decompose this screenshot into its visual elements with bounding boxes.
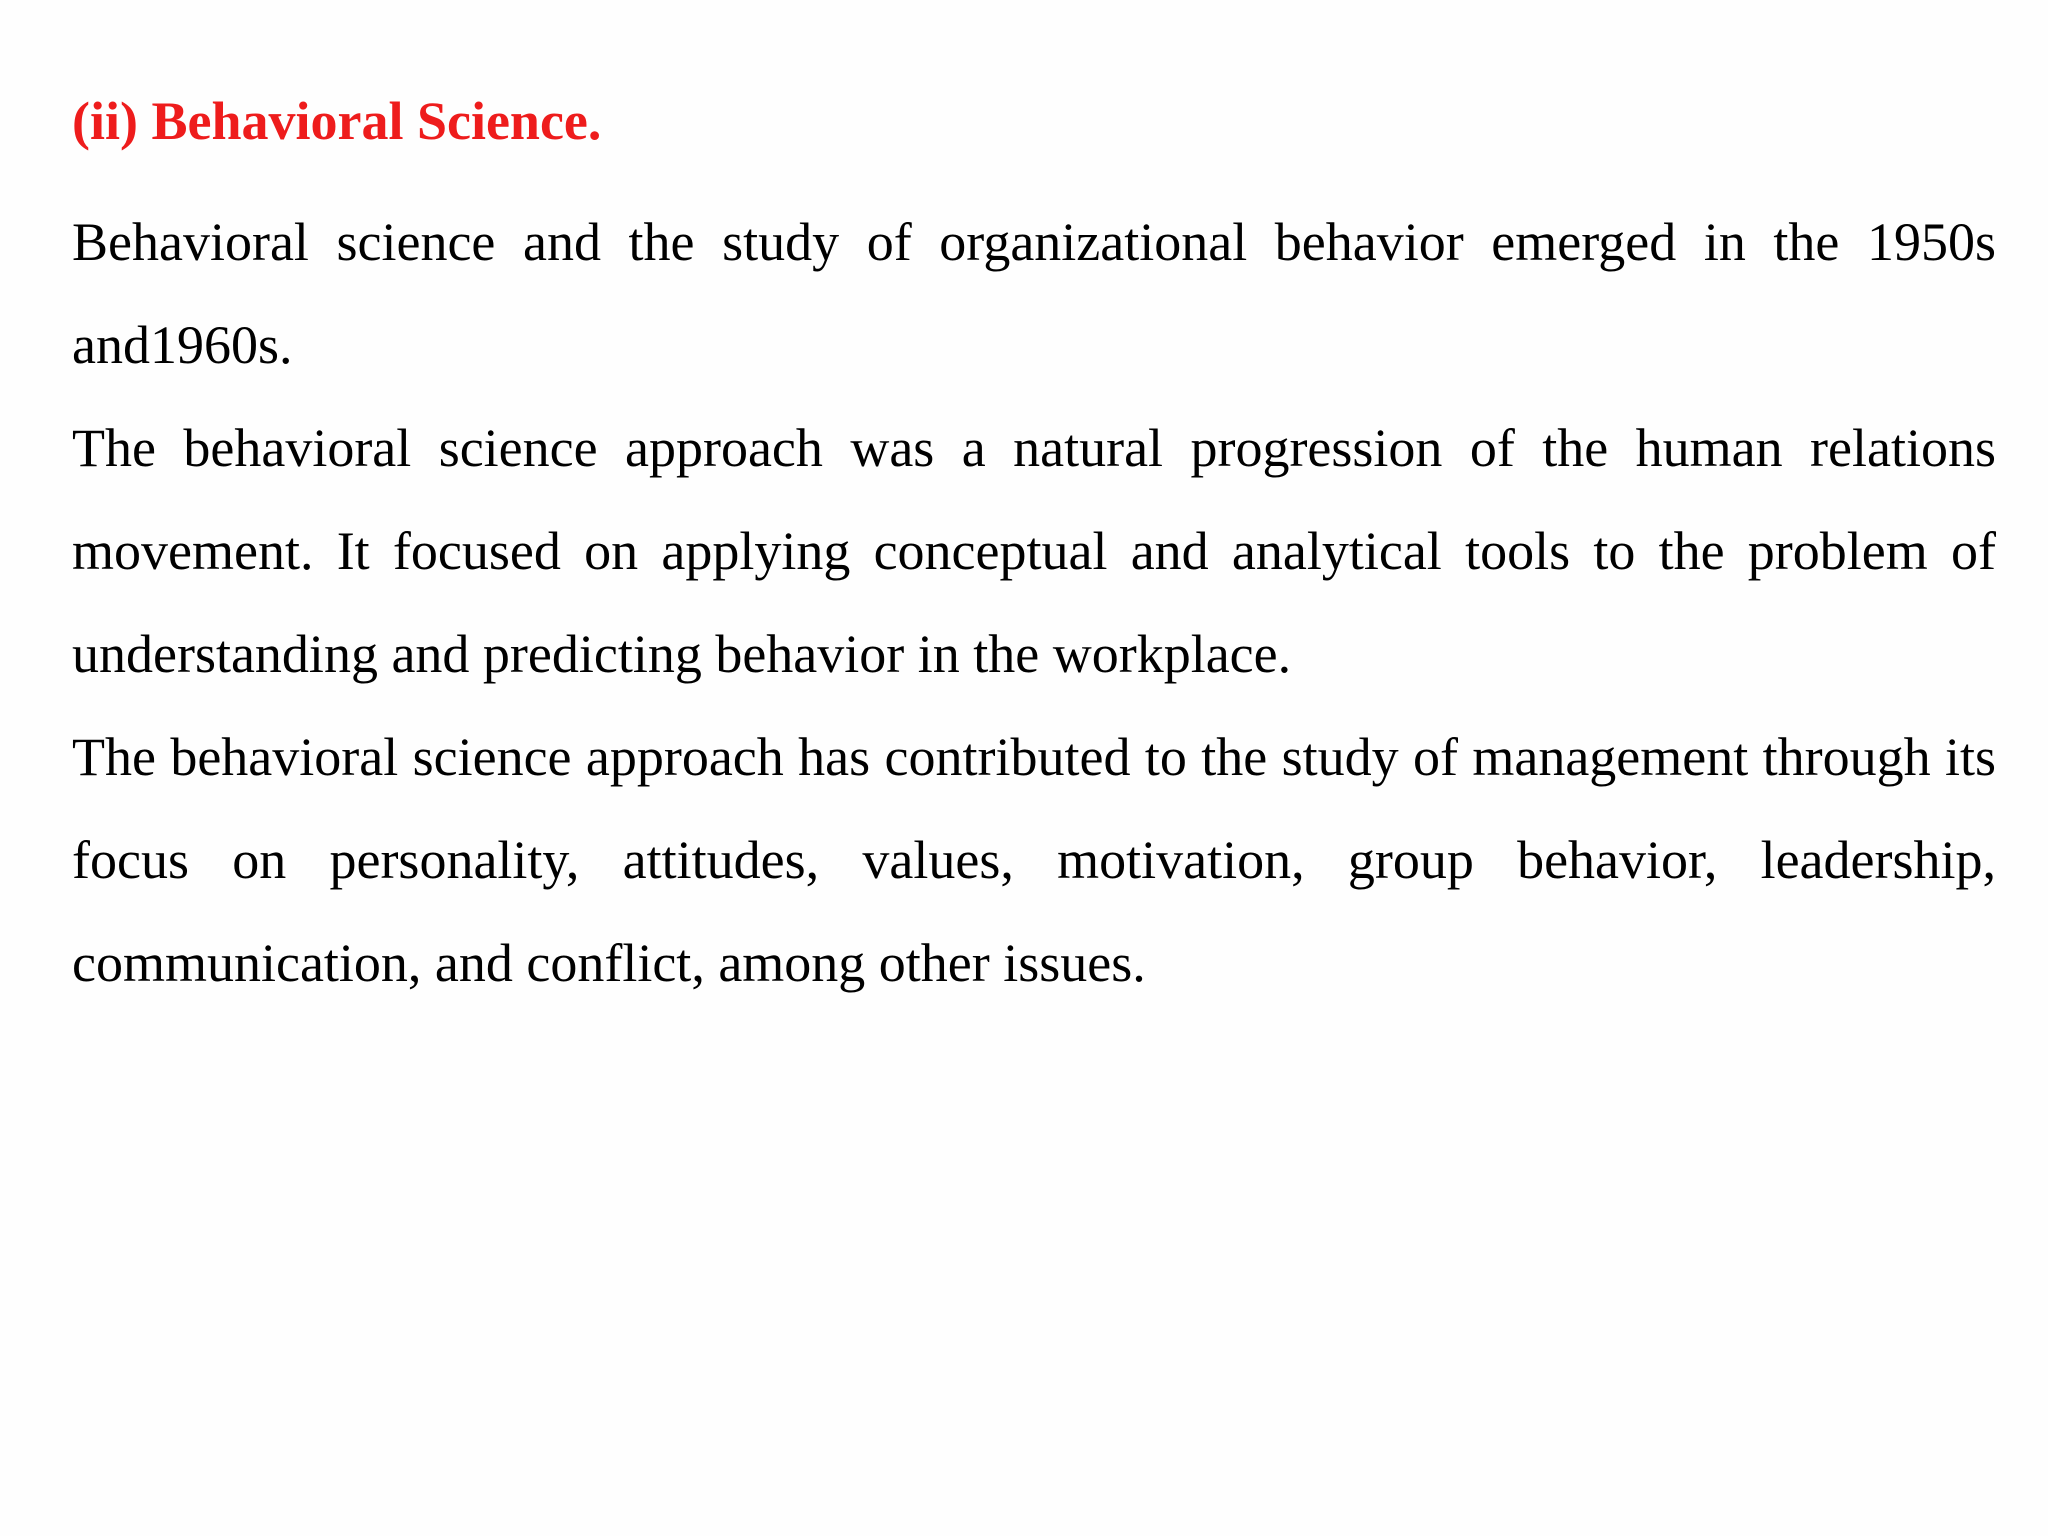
paragraph-progression: The behavioral science approach was a natural progression of the human relations movement. It focused on applying conceptual and analytical tools to the problem of understanding and predicting behavior in the workplace. [72,418,1996,684]
section-heading: (ii) Behavioral Science. [72,91,602,151]
paragraph-emergence: Behavioral science and the study of organizational behavior emerged in the 1950s and1960s. [72,212,1996,375]
slide-content [72,88,1996,1015]
paragraph-contribution: The behavioral science approach has contributed to the study of management through its focus on personality, attitudes, values, motivation, group behavior, leadership, communication, and conflict, among other issues. [72,727,1996,993]
